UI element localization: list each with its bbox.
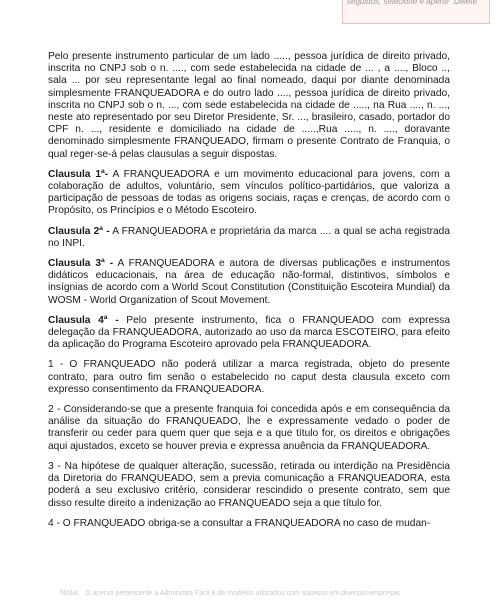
clause-3-text: A FRANQUEADORA e autora de diversas publicações e instrumentos didáticos educacionais, na área de educação não-formal, distintivos, símbolos e insígnias de acordo com a World Scout Constitution (Constituição Escoteira Mundial) da WOSM - World Organization of Scout Movement. xyxy=(48,258,450,306)
footer-text: O acervo pertencente a Administra Fácil é de modelos utilizados com sucesso em diversas empresas xyxy=(85,590,400,597)
clause-4-label: Clausula 4ª - xyxy=(48,314,119,326)
clause-1 xyxy=(48,169,450,218)
instruction-note-box: seguidos, selecione e aperte "Delete" xyxy=(342,0,490,24)
clause-3 xyxy=(48,258,450,307)
footer-label: Nota: xyxy=(60,588,80,597)
clause-4-text: Pelo presente instrumento, fica o FRANQUEADO com expressa delegação da FRANQUEADORA, autorizado ao uso da marca ESCOTEIRO, para efeito da aplicação do Programa Escoteiro aprovado pela FRANQUEADORA. xyxy=(48,314,450,351)
item-1: 1 - O FRANQUEADO não poderá utilizar a marca registrada, objeto do presente contrato, para outro fim senão o estabelecido no caput desta clausula exceto com expresso consentimento da FRANQUEADORA. xyxy=(48,359,450,395)
truncated-header-text xyxy=(168,0,318,4)
clause-3-label: Clausula 3ª - xyxy=(48,258,114,270)
item-2: 2 - Considerando-se que a presente franquia foi concedida após e em consequência da análise da situação do FRANQUEADO, lhe e expressamente vedado o poder de transferir ou ceder para quem quer que seja e a que título for, os direitos e obrigações aqui ajustados, exceto se houver previa e expressa anuência da FRANQUEADORA. xyxy=(48,404,450,452)
intro-paragraph: Pelo presente instrumento particular de um lado ....., pessoa jurídica de direito privado, inscrita no CNPJ sob o n. ...., com sede estabelecida na cidade de ... , a ...., Bloco .., sala ... por seu representante legal ao final nomeado, daqui por diante denominada simplesmente FRANQUEADORA e do outro lado ...., pessoa jurídica de direito privado, inscrita no CNPJ sob o n. ..., com sede estabelecida na cidade de ....., na Rua ...., n. ..., neste ato representado por seu Diretor Presidente, Sr. ..., brasileiro, casado, portador do CPF n. ..., residente e domiciliado na cidade de .....,Rua ....., n. ...., doravante denominado simplesmente FRANQUEADO, firmam o presente Contrato de Franquia, o qual reger-se-á pelas clausulas a seguir dispostas. xyxy=(48,51,450,160)
clause-4 xyxy=(48,315,450,352)
clause-2-label: Clausula 2ª - xyxy=(48,225,110,237)
clause-2 xyxy=(48,226,450,250)
footer-note xyxy=(60,588,490,597)
clause-1-text: A FRANQUEADORA e um movimento educacional para jovens, com a colaboração de adultos, voluntário, sem vínculos político-partidários, que valoriza a participação de pessoas de todas as origens sociais, raças e crenças, de acordo com o Propósito, os Princípios e o Método Escoteiro. xyxy=(48,168,450,217)
clause-1-label: Clausula 1ª- xyxy=(48,168,109,180)
item-4: 4 - O FRANQUEADO obriga-se a consultar a FRANQUEADORA no caso de mudan- xyxy=(48,517,431,529)
item-3: 3 - Na hipótese de qualquer alteração, sucessão, retirada ou interdição na Presidência da Diretoria do FRANQUEADO, sem a previa comunicação a FRANQUEADORA, esta poderá a seu exclusivo critério, considerar rescindido o presente contrato, sem que disso resulte direito a indenização ao FRANQUEADO seja a que título for. xyxy=(48,460,450,509)
contract-body xyxy=(48,51,450,538)
clause-2-text: A FRANQUEADORA e proprietária da marca .... a qual se acha registrada no INPI. xyxy=(48,225,450,249)
